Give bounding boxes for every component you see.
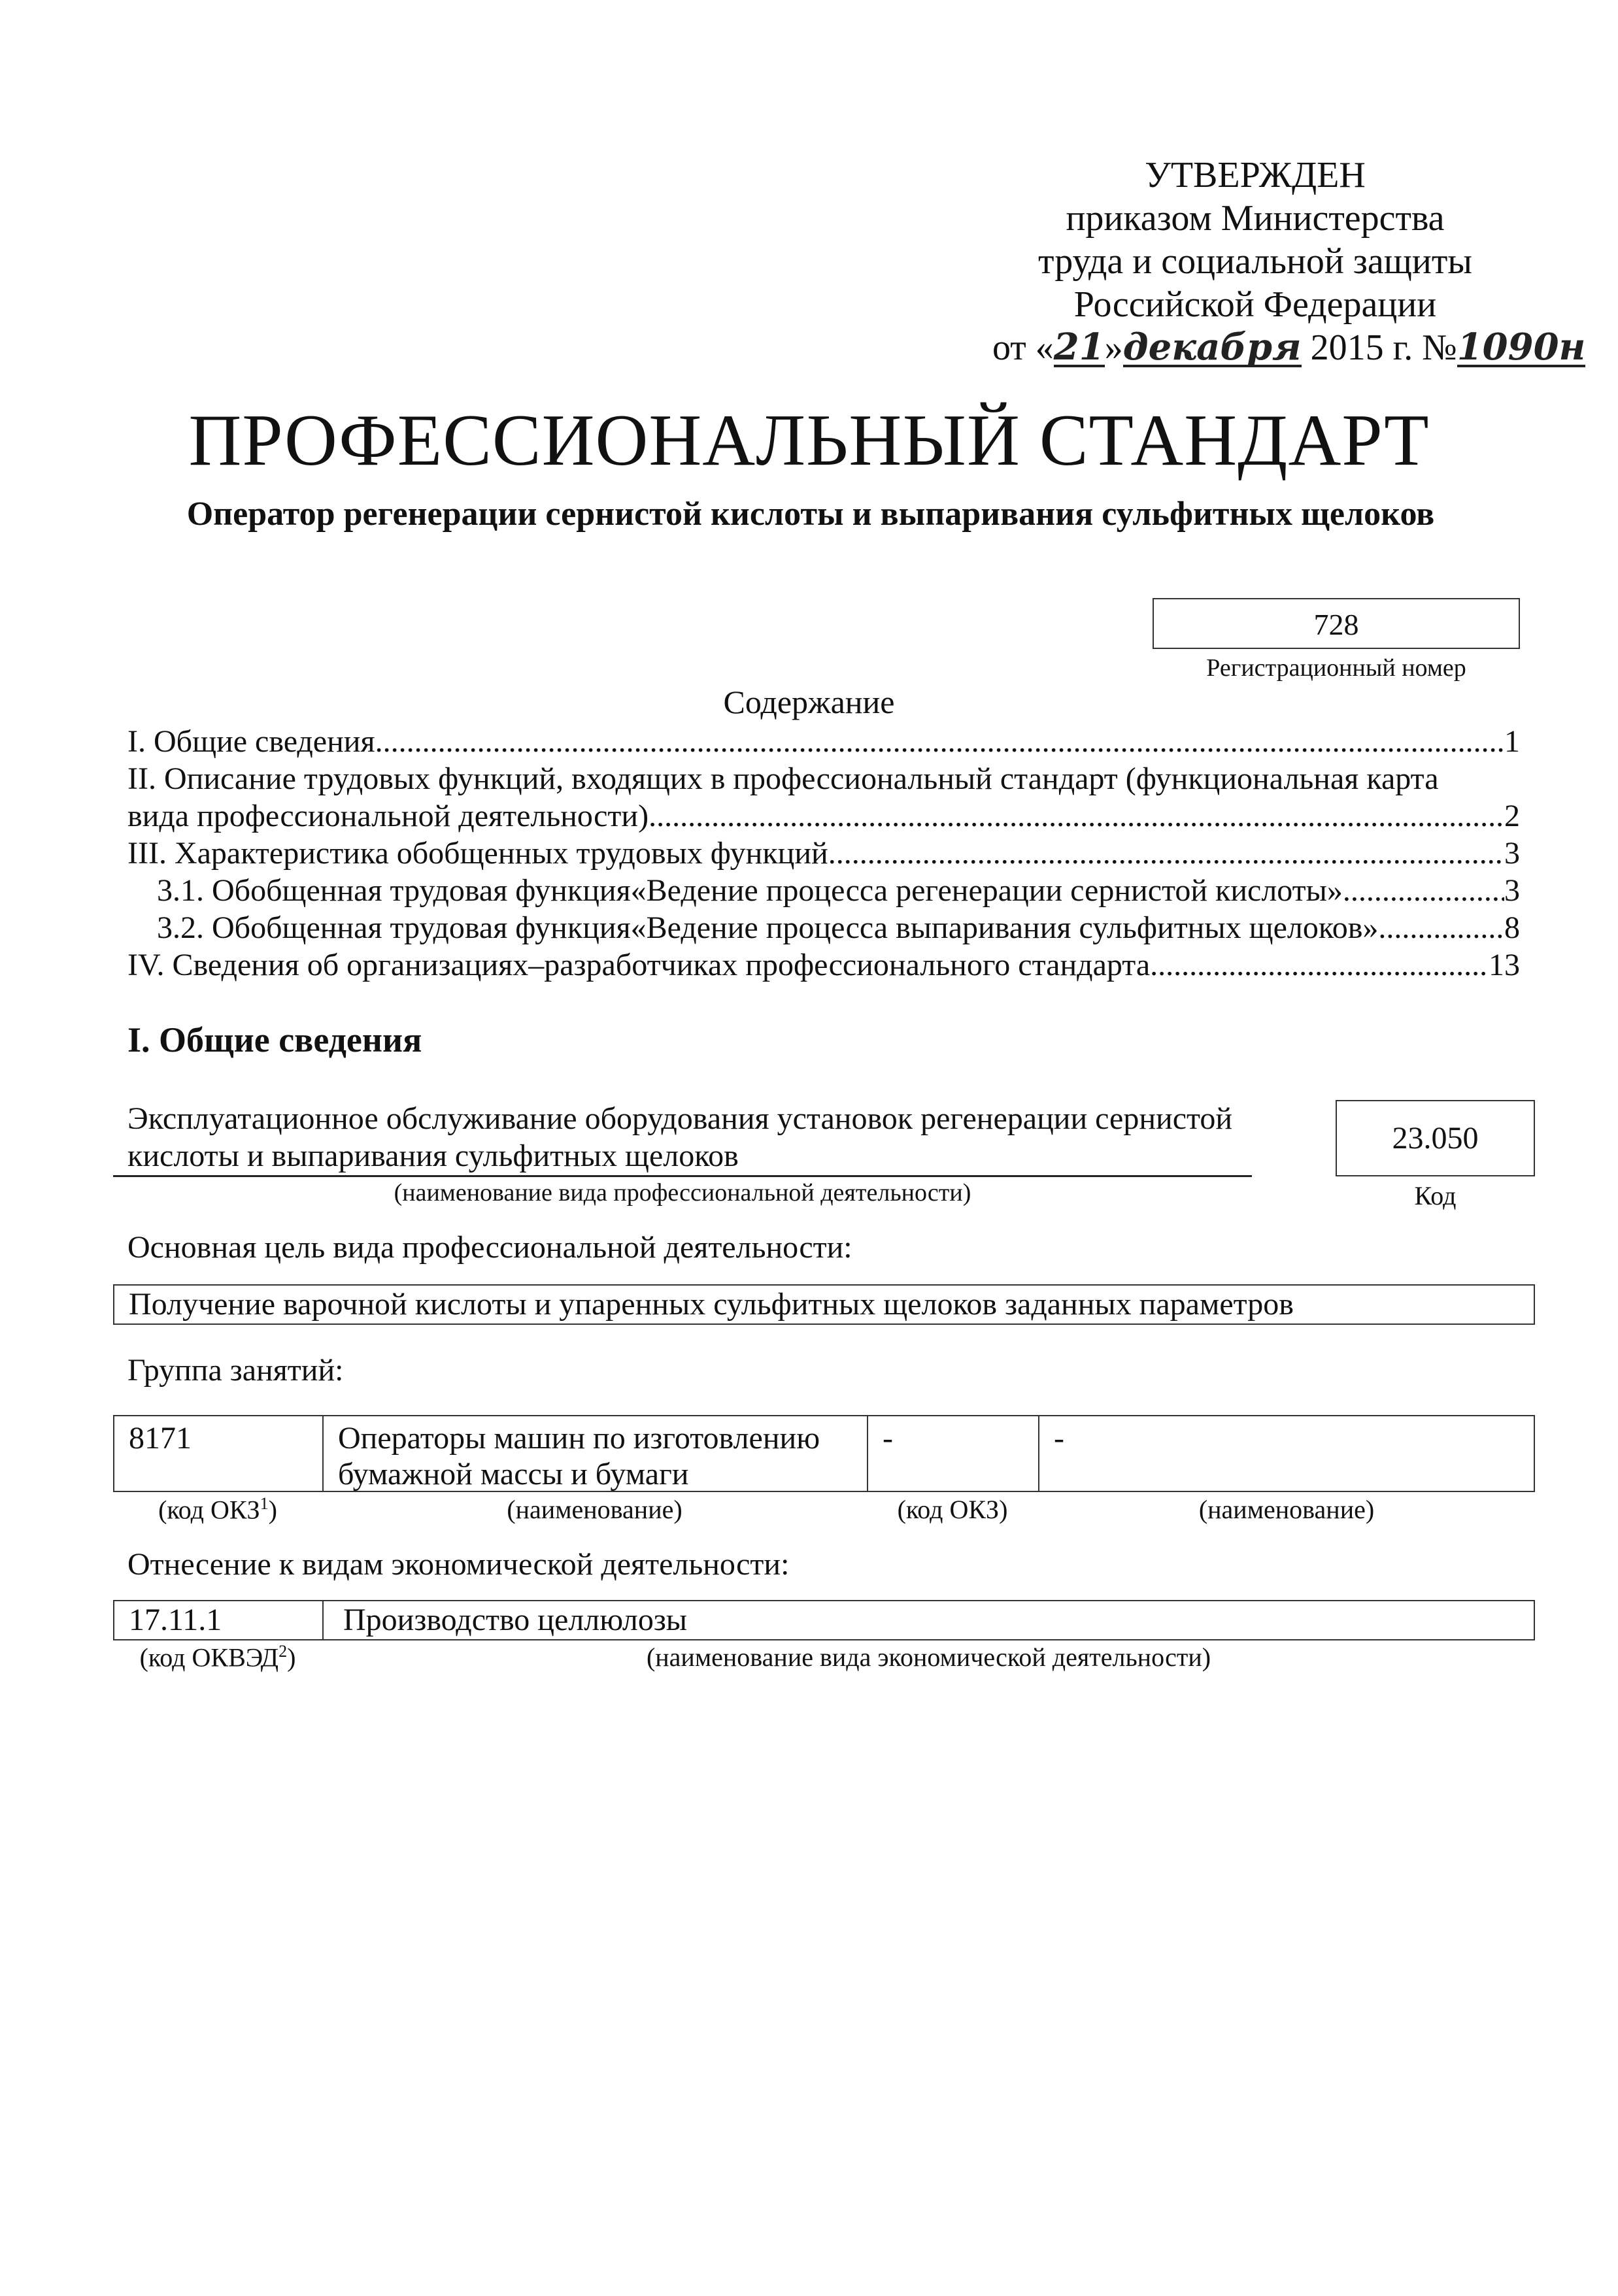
- okz-name-cell: -: [1054, 1421, 1064, 1456]
- toc-item-line1: II. Описание трудовых функций, входящих в профессиональный стандарт (функциональная карта: [127, 761, 1439, 796]
- toc-item[interactable]: [127, 835, 1520, 872]
- document-subtitle: Оператор регенерации сернистой кислоты и выпаривания сульфитных щелоков: [186, 495, 1435, 533]
- toc-leader-dots: [1378, 909, 1504, 946]
- toc-item-page: 1: [1504, 724, 1520, 759]
- okz-code-caption: (код ОКЗ$^1$): [158, 1494, 277, 1525]
- goal-box: Получение варочной кислоты и упаренных сульфитных щелоков заданных параметров: [113, 1284, 1535, 1325]
- approval-title: УТВЕРЖДЕН: [1145, 155, 1366, 195]
- toc-item[interactable]: [127, 723, 1520, 760]
- activity-code-box: 23.050: [1336, 1100, 1535, 1176]
- toc-leader-dots: [1150, 946, 1489, 984]
- toc-item-text: 3.1. Обобщенная трудовая функция«Ведение процесса регенерации сернистой кислоты»: [157, 873, 1343, 908]
- okved-name-cell: Производство целлюлозы: [343, 1603, 688, 1637]
- date-mid: »: [1104, 327, 1123, 368]
- toc-leader-dots: [1343, 872, 1504, 909]
- occupation-group-table: [113, 1415, 1535, 1492]
- okz-code-cell: -: [868, 1416, 1039, 1491]
- toc-item-page: 13: [1489, 948, 1520, 982]
- toc-item-page: 8: [1504, 910, 1520, 945]
- approval-line: приказом Министерства: [1066, 198, 1445, 239]
- economic-activity-captions: [113, 1642, 1535, 1672]
- okved-name-caption: (наименование вида экономической деятельности): [646, 1642, 1211, 1672]
- okved-code-cell: 17.11.1: [114, 1601, 324, 1639]
- toc-item[interactable]: [127, 797, 1520, 835]
- activity-underline: [113, 1175, 1252, 1177]
- toc-item-text: 3.2. Обобщенная трудовая функция«Ведение процесса выпаривания сульфитных щелоков»: [157, 910, 1379, 945]
- activity-code-caption: Код: [1414, 1181, 1457, 1210]
- okved-code-caption: (код ОКВЭД$^2$): [139, 1642, 296, 1672]
- registration-number-caption: Регистрационный номер: [1206, 654, 1466, 682]
- toc-item-text: IV. Сведения об организациях–разработчиках профессионального стандарта: [127, 948, 1151, 982]
- toc-item-page: 2: [1504, 799, 1520, 833]
- activity-name: Эксплуатационное обслуживание оборудования установок регенерации сернистой кислоты и выпаривания сульфитных щелоков: [127, 1101, 1233, 1173]
- goal-label: Основная цель вида профессиональной деятельности:: [127, 1230, 852, 1265]
- okz-code-cell: 8171: [114, 1416, 324, 1491]
- toc-item[interactable]: [127, 909, 1520, 946]
- okz-code-caption: (код ОКЗ): [897, 1495, 1008, 1524]
- okz-name-caption: (наименование): [507, 1495, 683, 1524]
- occupation-group-captions: [113, 1494, 1535, 1525]
- occupation-group-label: Группа занятий:: [127, 1353, 344, 1388]
- toc-leader-dots: [649, 797, 1504, 835]
- approval-date-line: [961, 325, 1586, 369]
- toc-leader-dots: [375, 723, 1504, 760]
- handwritten-order-number: 1090н: [1457, 325, 1586, 369]
- toc-item-text: I. Общие сведения: [127, 724, 375, 759]
- toc-item-page: 3: [1504, 873, 1520, 908]
- toc-item[interactable]: [127, 946, 1520, 984]
- toc-item[interactable]: [127, 872, 1520, 909]
- document-title: ПРОФЕССИОНАЛЬНЫЙ СТАНДАРТ: [188, 400, 1430, 481]
- date-prefix: от «: [992, 327, 1054, 368]
- toc-item-text: вида профессиональной деятельности): [127, 799, 649, 833]
- toc-title: Содержание: [723, 684, 895, 720]
- table-of-contents: [127, 723, 1520, 984]
- okz-name-cell: Операторы машин по изготовлению бумажной массы и бумаги: [324, 1416, 868, 1491]
- toc-leader-dots: [828, 835, 1504, 872]
- economic-activity-table: [113, 1600, 1535, 1640]
- section-heading: I. Общие сведения: [127, 1020, 422, 1059]
- approval-line: труда и социальной защиты: [1038, 241, 1472, 282]
- handwritten-day: 21: [1053, 325, 1105, 369]
- activity-caption: (наименование вида профессиональной деятельности): [394, 1179, 971, 1206]
- toc-item-page: 3: [1504, 836, 1520, 871]
- toc-item-text: III. Характеристика обобщенных трудовых функций: [127, 836, 828, 871]
- approval-line: Российской Федерации: [1073, 284, 1437, 325]
- approval-block: [961, 154, 1586, 369]
- date-year: 2015 г. №: [1310, 327, 1457, 368]
- registration-number-box: 728: [1153, 598, 1520, 649]
- economic-activity-label: Отнесение к видам экономической деятельности:: [127, 1547, 790, 1582]
- okz-name-caption: (наименование): [1198, 1495, 1375, 1524]
- handwritten-month: декабря: [1122, 325, 1302, 369]
